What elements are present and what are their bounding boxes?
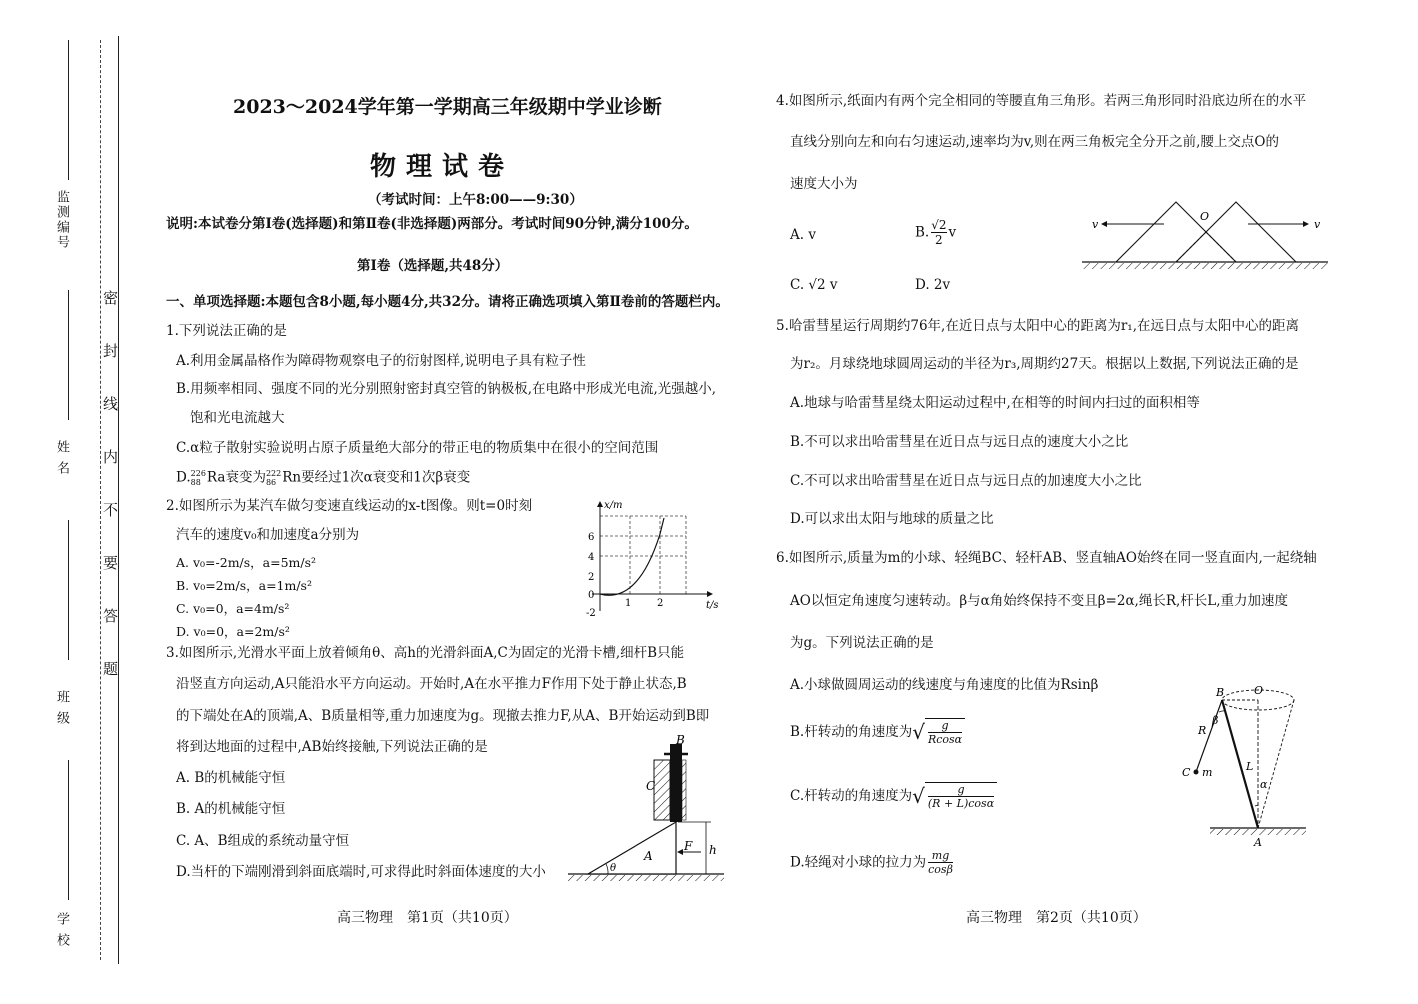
label-point-o: O [1200, 210, 1210, 223]
graph-xlabel: t/s [706, 600, 719, 611]
q6-c-denominator: (R + L)cosα [927, 797, 995, 810]
label-slot-c: C [646, 779, 656, 793]
label-alpha: α [1260, 778, 1268, 791]
seal-solid-line [118, 36, 119, 964]
q6-b-prefix: B.杆转动的角速度为 [790, 723, 913, 740]
label-force-f: F [684, 839, 693, 853]
q4-option-c[interactable]: C. √2 v [790, 277, 838, 293]
q4-b-suffix: v [948, 224, 957, 241]
class-label: 班 级 [54, 690, 69, 727]
q1-option-d[interactable] [176, 469, 470, 487]
sqrt-icon: √ [912, 784, 925, 808]
label-rope-r: R [1198, 724, 1207, 737]
q6-stem-line3: 为g。下列说法正确的是 [790, 635, 934, 651]
label-incline-a: A [644, 849, 653, 863]
q3-stem-line2: 沿竖直方向运动,A只能沿水平方向运动。开始时,A在水平推力F作用下处于静止状态,B [176, 676, 687, 692]
q6-option-c[interactable] [790, 782, 997, 810]
q3-option-a[interactable]: A. B的机械能守恒 [176, 770, 286, 786]
part1-heading: 第Ⅰ卷（选择题,共48分） [357, 258, 509, 274]
q6-d-denominator: cosβ [928, 863, 953, 876]
school-label: 学 校 [54, 912, 69, 949]
ra-atomic-number: 88 [190, 478, 201, 487]
q5-option-c[interactable]: C.不可以求出哈雷彗星在近日点与远日点的加速度大小之比 [790, 473, 1142, 489]
label-angle-theta: θ [610, 863, 617, 874]
label-beta: β [1212, 714, 1219, 727]
q5-stem-line2: 为r₂。月球绕地球圆周运动的半径为r₃,周期约27天。根据以上数据,下列说法正确的是 [790, 356, 1299, 372]
graph-y2: 2 [588, 572, 595, 583]
q1-option-b[interactable]: B.用频率相同、强度不同的光分别照射密封真空管的钠极板,在电路中形成光电流,光强越小, [176, 381, 717, 397]
q2-option-c[interactable]: C. v₀=0，a=4m/s² [176, 601, 290, 616]
section1-heading: 一、单项选择题:本题包含8小题,每小题4分,共32分。请将正确选项填入第Ⅱ卷前的答题栏内。 [166, 294, 729, 310]
q4-option-a[interactable]: A. v [790, 227, 816, 243]
q6-b-denominator: Rcosα [927, 733, 963, 746]
label-point-o: O [1254, 684, 1264, 697]
label-point-c: C [1182, 766, 1191, 779]
graph-y4: 4 [588, 552, 595, 563]
q6-d-prefix: D.轻绳对小球的拉力为 [790, 854, 927, 871]
q6-stem-line1: 6.如图所示,质量为m的小球、轻绳BC、轻杆AB、竖直轴AO始终在同一竖直面内,一起绕轴 [776, 550, 1317, 566]
rotating-rod-figure [1170, 678, 1310, 850]
q4-option-b[interactable] [915, 218, 956, 247]
label-rod-l: L [1246, 760, 1254, 773]
q4-stem-line3: 速度大小为 [790, 176, 858, 192]
q1-d-mid: Ra衰变为 [206, 469, 266, 486]
exam-title: 2023～2024学年第一学期高三年级期中学业诊断 [233, 96, 662, 118]
exam-time: （考试时间：上午8:00——9:30） [368, 192, 583, 208]
q5-option-d[interactable]: D.可以求出太阳与地球的质量之比 [790, 511, 994, 527]
q5-option-a[interactable]: A.地球与哈雷彗星绕太阳运动过程中,在相等的时间内扫过的面积相等 [790, 395, 1200, 411]
q2-option-b[interactable]: B. v₀=2m/s，a=1m/s² [176, 578, 312, 593]
exam-number-line[interactable] [68, 40, 69, 180]
q6-option-a[interactable]: A.小球做圆周运动的线速度与角速度的比值为Rsinβ [790, 677, 1099, 693]
label-rod-b: B [676, 733, 685, 747]
graph-yneg2: -2 [586, 608, 596, 619]
q4-b-prefix: B. [915, 224, 930, 241]
graph-x1: 1 [625, 598, 632, 609]
q6-c-prefix: C.杆转动的角速度为 [790, 787, 913, 804]
graph-y0: 0 [588, 590, 595, 601]
rn-atomic-number: 86 [265, 478, 277, 487]
label-point-b: B [1216, 686, 1225, 699]
triangles-figure [1080, 196, 1330, 278]
q1-stem: 1.下列说法正确的是 [166, 323, 287, 339]
sqrt-icon: √ [912, 720, 925, 744]
seal-warning: 密封线内不要答题 [101, 290, 119, 714]
graph-x2: 2 [657, 598, 664, 609]
q3-option-c[interactable]: C. A、B组成的系统动量守恒 [176, 833, 350, 849]
q4-b-numerator: √2 [931, 218, 947, 232]
class-line[interactable] [68, 520, 69, 660]
q6-d-numerator: mg [928, 849, 953, 863]
q6-option-b[interactable] [790, 718, 965, 746]
q3-option-d[interactable]: D.当杆的下端刚滑到斜面底端时,可求得此时斜面体速度的大小 [176, 864, 546, 880]
q1-d-prefix: D. [176, 469, 191, 486]
q6-c-numerator: g [928, 783, 994, 797]
exam-note: 说明:本试卷分第Ⅰ卷(选择题)和第Ⅱ卷(非选择题)两部分。考试时间90分钟,满分100分。 [166, 216, 698, 232]
label-v-left: v [1092, 218, 1099, 231]
q5-stem-line1: 5.哈雷彗星运行周期约76年,在近日点与太阳中心的距离为r₁,在远日点与太阳中心的距离 [776, 318, 1300, 334]
q2-stem-line1: 2.如图所示为某汽车做匀变速直线运动的x-t图像。则t=0时刻 [166, 498, 533, 514]
school-line[interactable] [68, 760, 69, 900]
footer-page-2: 高三物理 第2页（共10页） [966, 910, 1147, 926]
label-height-h: h [709, 843, 717, 857]
q4-stem-line2: 直线分别向左和向右匀速运动,速率均为v,则在两三角板完全分开之前,腰上交点O的 [790, 134, 1279, 150]
q4-stem-line1: 4.如图所示,纸面内有两个完全相同的等腰直角三角形。若两三角形同时沿底边所在的水平 [776, 93, 1307, 109]
rn-mass-number: 222 [265, 469, 282, 478]
label-mass-m: m [1202, 766, 1213, 779]
q3-option-b[interactable]: B. A的机械能守恒 [176, 801, 286, 817]
graph-y6: 6 [588, 532, 595, 543]
q6-b-numerator: g [928, 719, 962, 733]
q4-b-denominator: 2 [935, 233, 943, 247]
exam-number-label: 监测编号 [54, 190, 69, 250]
name-label: 姓 名 [54, 440, 69, 477]
subject-title: 物理试卷 [370, 152, 515, 182]
name-line[interactable] [68, 290, 69, 420]
ra-mass-number: 226 [190, 469, 206, 478]
q2-option-d[interactable]: D. v₀=0，a=2m/s² [176, 624, 290, 639]
q1-option-b-cont: 饱和光电流越大 [190, 410, 285, 426]
q6-stem-line2: AO以恒定角速度匀速转动。β与α角始终保持不变且β=2α,绳长R,杆长L,重力加速度 [790, 593, 1289, 609]
footer-page-1: 高三物理 第1页（共10页） [337, 910, 518, 926]
q1-option-a[interactable]: A.利用金属晶格作为障碍物观察电子的衍射图样,说明电子具有粒子性 [176, 353, 586, 369]
q1-option-c[interactable]: C.α粒子散射实验说明占原子质量绝大部分的带正电的物质集中在很小的空间范围 [176, 440, 659, 456]
xt-graph [588, 496, 728, 618]
q6-option-d[interactable] [790, 849, 953, 876]
graph-ylabel: x/m [604, 500, 623, 511]
q3-stem-line3: 的下端处在A的顶端,A、B质量相等,重力加速度为g。现撤去推力F,从A、B开始运动到B即 [176, 708, 710, 724]
label-point-a: A [1254, 836, 1262, 849]
q3-stem-line1: 3.如图所示,光滑水平面上放着倾角θ、高h的光滑斜面A,C为固定的光滑卡槽,细杆B只能 [166, 645, 685, 661]
q5-option-b[interactable]: B.不可以求出哈雷彗星在近日点与远日点的速度大小之比 [790, 434, 1129, 450]
q2-option-a[interactable]: A. v₀=-2m/s，a=5m/s² [176, 555, 317, 570]
q1-d-suffix: Rn要经过1次α衰变和1次β衰变 [282, 469, 471, 486]
q2-stem-line2: 汽车的速度v₀和加速度a分别为 [176, 527, 360, 543]
label-v-right: v [1314, 218, 1321, 231]
q3-stem-line4: 将到达地面的过程中,AB始终接触,下列说法正确的是 [176, 739, 488, 755]
incline-figure [566, 730, 726, 886]
q4-option-d[interactable]: D. 2v [915, 277, 951, 293]
